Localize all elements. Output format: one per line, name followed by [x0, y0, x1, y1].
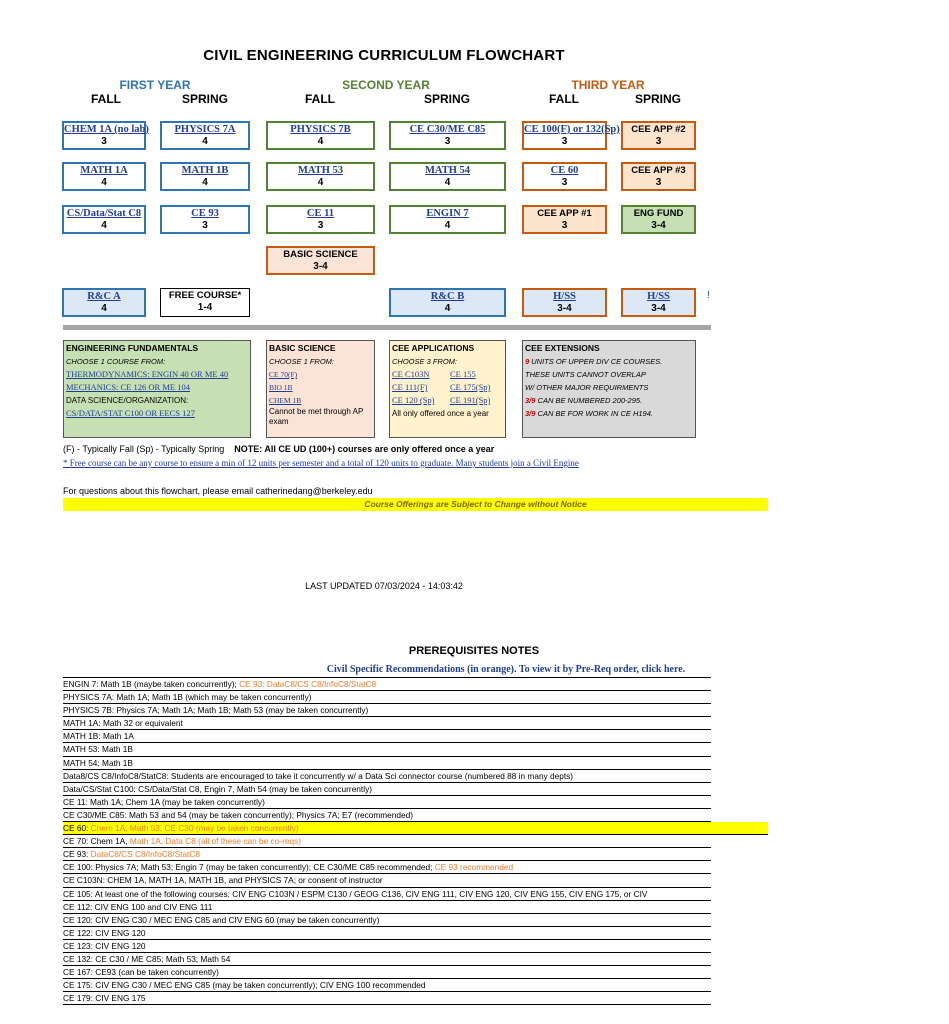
- course-rc-a[interactable]: R&C A 4: [62, 288, 146, 317]
- course-ce-100-or-132[interactable]: CE 100(F) or 132(Sp) 3: [522, 121, 607, 150]
- prereq-text: MATH 1B: Math 1A: [63, 731, 134, 742]
- cee-app-link[interactable]: CE C103N: [392, 369, 430, 379]
- prereq-row: [63, 691, 711, 704]
- prereq-row: [63, 992, 711, 1005]
- prereq-text: CE 120: CIV ENG C30 / MEC ENG C85 and CIV ENG 60 (may be taken concurrently): [63, 914, 380, 925]
- prereq-row: [63, 678, 711, 691]
- course-chem-1a[interactable]: CHEM 1A (no lab) 3: [62, 121, 146, 150]
- course-cee-app-3: CEE APP #3 3: [621, 162, 696, 191]
- prereq-text: PHYSICS 7A: Math 1A; Math 1B (which may be taken concurrently): [63, 692, 312, 703]
- prereq-row: [63, 953, 711, 966]
- term-spring: SPRING: [423, 92, 470, 106]
- thermodynamics-link[interactable]: THERMODYNAMICS: ENGIN 40 OR ME 40: [66, 369, 229, 379]
- prereq-row: [63, 888, 711, 901]
- prereq-subtitle-link[interactable]: Civil Specific Recommendations (in orange). To view it by Pre-Req order, click here.: [326, 664, 686, 675]
- box-title: CEE EXTENSIONS: [525, 343, 600, 353]
- prereq-recommendation: CE 93: DataC8/CS C8/InfoC8/StatC8: [239, 679, 377, 689]
- prereq-text: CE 175: CIV ENG C30 / MEC ENG C85 (may be taken concurrently); CIV ENG 100 recommended: [63, 980, 426, 991]
- course-math-1a[interactable]: MATH 1A 4: [62, 162, 146, 191]
- cee-app-link[interactable]: CE 120 (Sp): [392, 395, 435, 405]
- prereq-text: CE 132: CE C30 / ME C85; Math 53; Math 54: [63, 953, 231, 964]
- prereq-row: [63, 901, 711, 914]
- course-physics-7a[interactable]: PHYSICS 7A 4: [160, 121, 250, 150]
- basic-science-link[interactable]: CE 70(F): [269, 370, 298, 379]
- prereq-row: [63, 809, 711, 822]
- box-choose: CHOOSE 3 FROM:: [392, 357, 458, 366]
- prereq-text: CE 70: Chem 1A,: [63, 836, 130, 847]
- prereq-title: PREREQUISITES NOTES: [408, 645, 540, 657]
- basic-science-box: [266, 340, 375, 438]
- prereq-text: CE 167: CE93 (can be taken concurrently): [63, 967, 219, 978]
- prereq-text: Data8/CS C8/InfoC8/StatC8: Students are encouraged to take it concurrently w/ a Data Sci connector course (numbered 88 in many depts): [63, 770, 574, 781]
- prereq-text: PHYSICS 7B: Physics 7A; Math 1A; Math 1B; Math 53 (may be taken concurrently): [63, 705, 369, 716]
- prereq-row: [63, 927, 711, 940]
- course-hss-spring[interactable]: H/SS 3-4: [621, 288, 696, 317]
- course-ce-60[interactable]: CE 60 3: [522, 162, 607, 191]
- ext-line: THESE UNITS CANNOT OVERLAP: [525, 370, 646, 379]
- cee-app-link[interactable]: CE 155: [450, 369, 476, 379]
- term-fall: FALL: [305, 92, 335, 106]
- ext-line: W/ OTHER MAJOR REQUIRMENTS: [525, 383, 649, 392]
- box-title: CEE APPLICATIONS: [392, 343, 475, 353]
- prereq-row: [63, 940, 711, 953]
- prereq-text: CE C103N: CHEM 1A, MATH 1A, MATH 1B, and PHYSICS 7A; or consent of instructor: [63, 875, 383, 886]
- prereq-recommendation: CE 93 recommended: [434, 862, 514, 873]
- term-fall: FALL: [549, 92, 579, 106]
- prereq-row: [63, 914, 711, 927]
- course-free: FREE COURSE* 1-4: [160, 288, 250, 317]
- year-header-first: FIRST YEAR: [119, 78, 191, 92]
- prereq-text: CE 112: CIV ENG 100 and CIV ENG 111: [63, 901, 213, 912]
- prereq-row: [63, 783, 711, 796]
- prereq-row: [63, 861, 711, 874]
- box-title: ENGINEERING FUNDAMENTALS: [66, 343, 199, 353]
- ext-line: CAN BE NUMBERED 200-295.: [535, 396, 643, 405]
- legend-text: (F) - Typically Fall (Sp) - Typically Spring: [63, 444, 225, 454]
- engineering-fundamentals-box: [63, 340, 251, 438]
- prereq-row: [63, 770, 711, 783]
- ext-units: 9: [525, 357, 530, 366]
- prereq-text: CE 122: CIV ENG 120: [63, 927, 146, 938]
- term-spring: SPRING: [181, 92, 228, 106]
- legend: [63, 444, 494, 454]
- free-course-note[interactable]: * Free course can be any course to ensure a min of 12 units per semester and a total of 120 units to graduate. Many students join a Civil Engine: [63, 458, 579, 468]
- prereq-text: CE 93:: [63, 849, 91, 860]
- year-header-third: THIRD YEAR: [571, 78, 645, 92]
- prereq-text: MATH 53: Math 1B: [63, 744, 133, 755]
- prereq-row: [63, 822, 768, 835]
- box-choose: CHOOSE 1 FROM:: [269, 357, 335, 366]
- course-rc-b[interactable]: R&C B 4: [389, 288, 506, 317]
- basic-science-note: Cannot be met through AP exam: [269, 407, 364, 426]
- course-ce-c30-me-c85[interactable]: CE C30/ME C85 3: [389, 121, 506, 150]
- prereq-row: [63, 835, 711, 848]
- cee-applications-box: [389, 340, 506, 438]
- subject-change-text: Course Offerings are Subject to Change without Notice: [364, 499, 587, 509]
- course-engin-7[interactable]: ENGIN 7 4: [389, 205, 506, 234]
- prereq-text: CE 179: CIV ENG 175: [63, 993, 146, 1004]
- course-cee-app-2: CEE APP #2 3: [621, 121, 696, 150]
- cee-apps-note: All only offered once a year: [392, 409, 489, 418]
- page-title: CIVIL ENGINEERING CURRICULUM FLOWCHART: [203, 47, 565, 64]
- basic-science-link[interactable]: CHEM 1B: [269, 396, 302, 405]
- course-math-53[interactable]: MATH 53 4: [266, 162, 375, 191]
- course-ce-11[interactable]: CE 11 3: [266, 205, 375, 234]
- divider: [63, 325, 711, 330]
- cee-app-link[interactable]: CE 111(F): [392, 382, 428, 392]
- cee-extensions-box: [522, 340, 696, 438]
- box-choose: CHOOSE 1 COURSE FROM:: [66, 357, 166, 366]
- prereq-text: CE 123: CIV ENG 120: [63, 940, 146, 951]
- prereq-table: [63, 677, 711, 1005]
- prereq-row: [63, 730, 711, 743]
- prereq-row: [63, 848, 711, 861]
- prereq-row: [63, 979, 711, 992]
- prereq-text: CE 11: Math 1A; Chem 1A (may be taken concurrently): [63, 796, 265, 807]
- last-updated: LAST UPDATED 07/03/2024 - 14:03:42: [305, 581, 463, 591]
- course-ce-93[interactable]: CE 93 3: [160, 205, 250, 234]
- prereq-text: CE C30/ME C85: Math 53 and 54 (may be taken concurrently); Physics 7A; E7 (recommended): [63, 809, 414, 820]
- mechanics-link[interactable]: MECHANICS: CE 126 OR ME 104: [66, 382, 190, 392]
- stray-mark: !: [707, 290, 710, 301]
- data-science-label: DATA SCIENCE/ORGANIZATION:: [66, 396, 189, 405]
- contact-note: For questions about this flowchart, please email catherinedang@berkeley.edu: [63, 486, 373, 496]
- prereq-text: MATH 1A: Math 32 or equivalent: [63, 718, 183, 729]
- term-fall: FALL: [91, 92, 121, 106]
- ext-line: CAN BE FOR WORK IN CE H194.: [535, 409, 653, 418]
- prereq-text: Data/CS/Stat C100: CS/Data/Stat C8, Engin 7, Math 54 (may be taken concurrently): [63, 783, 372, 794]
- ext-units: 3/9: [525, 409, 536, 418]
- course-cs-data-stat-c8[interactable]: CS/Data/Stat C8 4: [62, 205, 146, 234]
- ext-line: UNITS OF UPPER DIV CE COURSES.: [529, 357, 663, 366]
- prereq-row: [63, 966, 711, 979]
- cee-app-link[interactable]: CE 191(Sp): [450, 395, 491, 405]
- prereq-recommendation: DataC8/CS C8/InfoC8/StatC8: [90, 849, 200, 860]
- legend-note: NOTE: All CE UD (100+) courses are only offered once a year: [234, 444, 495, 454]
- prereq-row: [63, 796, 711, 809]
- prereq-row: [63, 757, 711, 770]
- prereq-text: CE 60:: [63, 823, 91, 834]
- course-eng-fund: ENG FUND 3-4: [621, 205, 696, 234]
- prereq-recommendation: Math 1A, Data C8 (all of these can be co-reqs): [129, 836, 301, 847]
- course-hss-fall[interactable]: H/SS 3-4: [522, 288, 607, 317]
- prereq-row: [63, 743, 711, 756]
- course-math-1b[interactable]: MATH 1B 4: [160, 162, 250, 191]
- course-math-54[interactable]: MATH 54 4: [389, 162, 506, 191]
- prereq-text: CE 105: At least one of the following courses: CIV ENG C103N / ESPM C130 / GEOG C136, CIV ENG 111, CIV ENG 120, CIV ENG 155, CIV ENG 175, or CIV: [63, 888, 648, 899]
- prereq-text: CE 100: Physics 7A; Math 53; Engin 7 (may be taken concurrently); CE C30/ME C85 recommended;: [63, 862, 435, 873]
- course-cee-app-1: CEE APP #1 3: [522, 205, 607, 234]
- data-science-link[interactable]: CS/DATA/STAT C100 OR EECS 127: [66, 408, 195, 418]
- course-physics-7b[interactable]: PHYSICS 7B 4: [266, 121, 375, 150]
- prereq-recommendation: Chem 1A, Math 53, CE C30 (may be taken concurrently): [90, 823, 299, 834]
- ext-units: 3/9: [525, 396, 536, 405]
- prereq-row: [63, 704, 711, 717]
- term-spring: SPRING: [634, 92, 681, 106]
- course-basic-science: BASIC SCIENCE 3-4: [266, 246, 375, 275]
- box-title: BASIC SCIENCE: [269, 343, 336, 353]
- prereq-text: ENGIN 7: Math 1B (maybe taken concurrently);: [63, 679, 240, 689]
- cee-app-link[interactable]: CE 175(Sp): [450, 382, 491, 392]
- prereq-row: [63, 874, 711, 887]
- prereq-row: [63, 717, 711, 730]
- subject-change-banner: [63, 498, 768, 511]
- prereq-text: MATH 54: Math 1B: [63, 757, 133, 768]
- year-header-second: SECOND YEAR: [342, 78, 430, 92]
- basic-science-link[interactable]: BIO 1B: [269, 383, 293, 392]
